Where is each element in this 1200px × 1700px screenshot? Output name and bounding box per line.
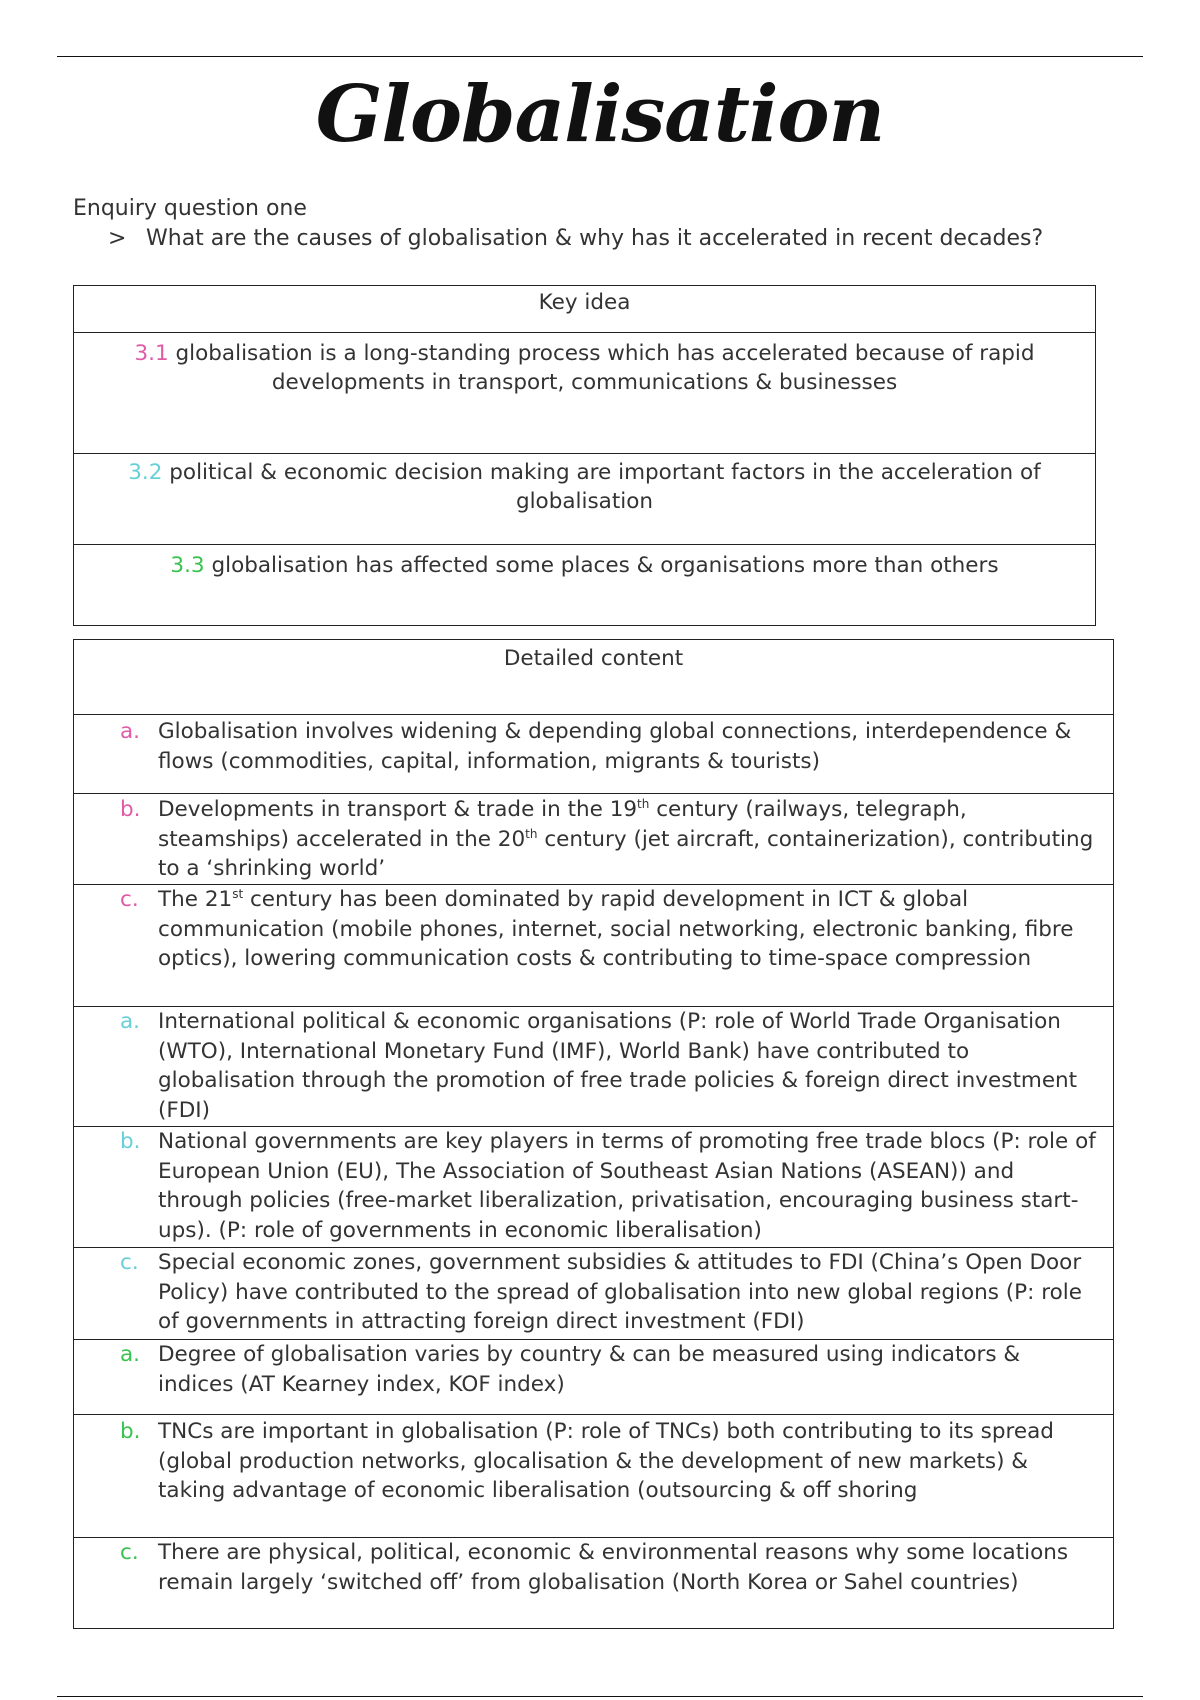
content-row bbox=[74, 1007, 1114, 1127]
key-idea-header: Key idea bbox=[74, 286, 1096, 333]
key-idea-table bbox=[73, 285, 1096, 626]
detailed-content-table bbox=[73, 639, 1114, 1629]
item-text: Developments in transport & trade in the 19th century (railways, telegraph, steamships) accelerated in the 20th century (jet aircraft, containerization), contributing to a ‘shrinking world’ bbox=[158, 796, 1094, 881]
item-letter: b. bbox=[120, 1419, 141, 1444]
key-idea-row bbox=[74, 454, 1096, 545]
content-row bbox=[74, 715, 1114, 794]
content-row bbox=[74, 1415, 1114, 1538]
item-text: Special economic zones, government subsidies & attitudes to FDI (China’s Open Door Policy) have contributed to the spread of globalisation into new global regions (P: role of governments in attracting foreign direct investment (FDI) bbox=[158, 1250, 1082, 1334]
enquiry-question bbox=[108, 224, 1043, 254]
key-idea-number: 3.3 bbox=[170, 553, 205, 578]
enquiry-question-text: What are the causes of globalisation & why has it accelerated in recent decades? bbox=[146, 226, 1044, 251]
item-text: TNCs are important in globalisation (P: role of TNCs) both contributing to its spread (global production networks, glocalisation & the development of new markets) & taking advantage of economic liberalisation (outsourcing & off shoring bbox=[158, 1419, 1054, 1503]
key-idea-text: globalisation has affected some places & organisations more than others bbox=[211, 553, 999, 578]
bottom-rule bbox=[57, 1696, 1143, 1697]
item-text: National governments are key players in terms of promoting free trade blocs (P: role of European Union (EU), The Association of Southeast Asian Nations (ASEAN)) and through policies (free-market liberalization, privatisation, encouraging business start-ups). (P: role of governments in economic liberalisation) bbox=[158, 1129, 1096, 1243]
content-row bbox=[74, 885, 1114, 1007]
item-letter: c. bbox=[120, 1250, 139, 1275]
item-text: Degree of globalisation varies by country & can be measured using indicators & indices (AT Kearney index, KOF index) bbox=[158, 1342, 1021, 1397]
key-idea-number: 3.2 bbox=[128, 460, 163, 485]
key-idea-number: 3.1 bbox=[134, 341, 169, 366]
detailed-content-header: Detailed content bbox=[74, 640, 1114, 715]
item-text: There are physical, political, economic & environmental reasons why some locations remain largely ‘switched off’ from globalisation (North Korea or Sahel countries) bbox=[158, 1540, 1069, 1595]
content-row bbox=[74, 1538, 1114, 1629]
item-letter: a. bbox=[120, 719, 141, 744]
enquiry-label: Enquiry question one bbox=[73, 196, 307, 221]
item-text: The 21st century has been dominated by rapid development in ICT & global communication (mobile phones, internet, social networking, electronic banking, fibre optics), lowering communication costs & contributing to time-space compression bbox=[158, 886, 1074, 971]
page-title: Globalisation bbox=[315, 69, 885, 160]
content-row bbox=[74, 1127, 1114, 1248]
item-letter: c. bbox=[120, 887, 139, 912]
key-idea-text: political & economic decision making are important factors in the acceleration of globalisation bbox=[169, 460, 1041, 514]
content-row bbox=[74, 794, 1114, 885]
key-idea-text: globalisation is a long-standing process which has accelerated because of rapid developments in transport, communications & businesses bbox=[175, 341, 1035, 395]
top-rule bbox=[57, 56, 1143, 57]
item-letter: a. bbox=[120, 1009, 141, 1034]
key-idea-row bbox=[74, 333, 1096, 454]
content-row bbox=[74, 1248, 1114, 1340]
item-letter: a. bbox=[120, 1342, 141, 1367]
bullet-arrow: > bbox=[108, 226, 127, 251]
item-text: International political & economic organisations (P: role of World Trade Organisation (WTO), International Monetary Fund (IMF), World Bank) have contributed to globalisation through the promotion of free trade policies & foreign direct investment (FDI) bbox=[158, 1009, 1078, 1123]
key-idea-row bbox=[74, 545, 1096, 626]
item-text: Globalisation involves widening & depending global connections, interdependence & flows (commodities, capital, information, migrants & tourists) bbox=[158, 719, 1072, 774]
item-letter: c. bbox=[120, 1540, 139, 1565]
item-letter: b. bbox=[120, 1129, 141, 1154]
item-letter: b. bbox=[120, 797, 141, 822]
content-row bbox=[74, 1340, 1114, 1415]
